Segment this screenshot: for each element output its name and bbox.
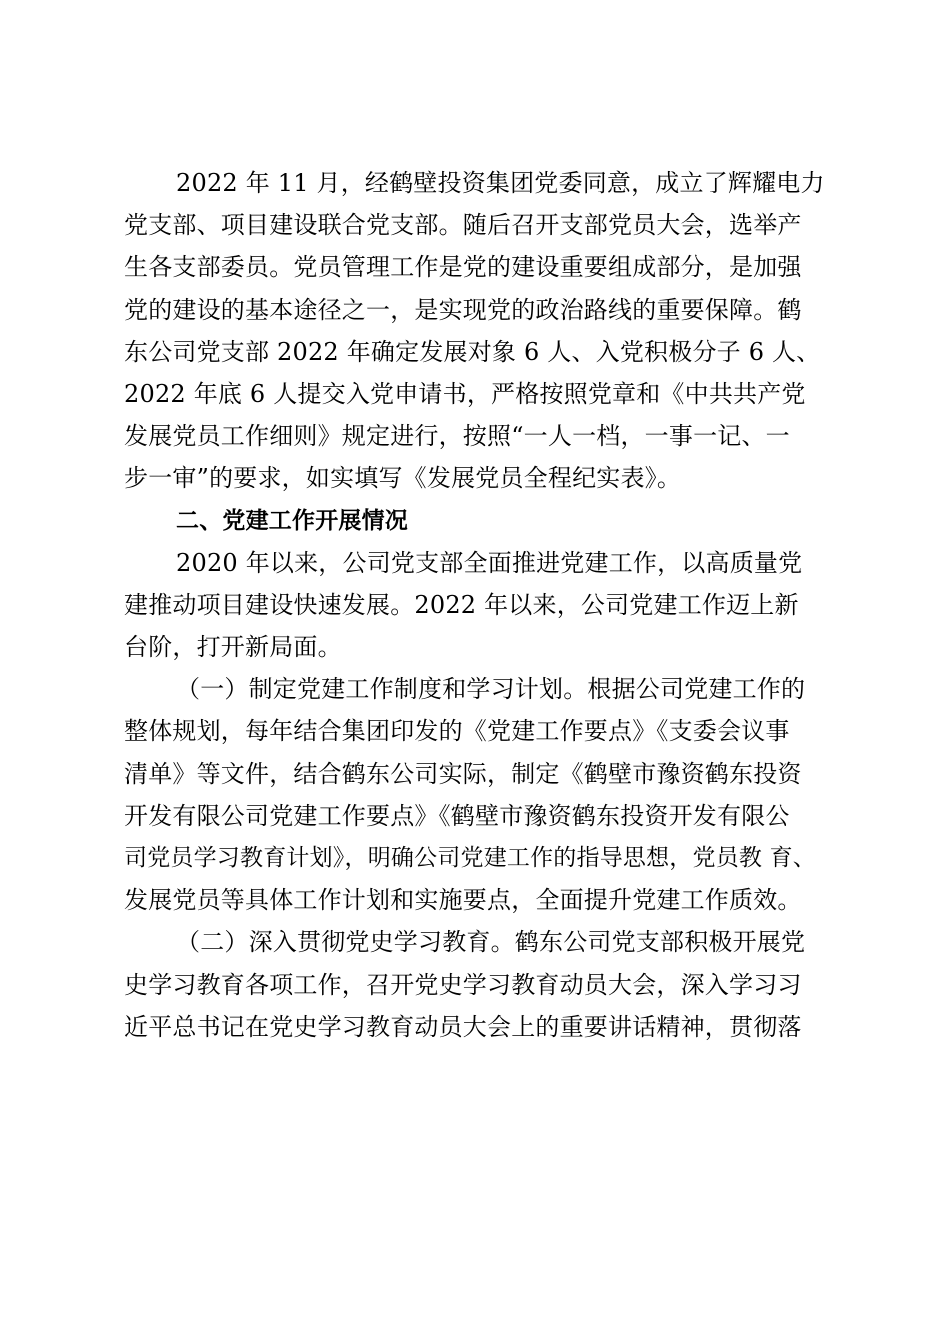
- paragraph-line: 生各支部委员。党员管理工作是党的建设重要组成部分，是加强: [124, 253, 802, 282]
- paragraph-line: 建推动项目建设快速发展。2022 年以来，公司党建工作迈上新: [124, 590, 799, 619]
- paragraph-line: 2022 年底 6 人提交入党申请书，严格按照党章和《中共共产党: [124, 379, 806, 408]
- paragraph-line: 近平总书记在党史学习教育动员大会上的重要讲话精神，贯彻落: [124, 1012, 802, 1041]
- paragraph-line: 台阶，打开新局面。: [124, 633, 342, 662]
- paragraph-line: 清单》等文件，结合鹤东公司实际，制定《鹤壁市豫资鹤东投资: [124, 759, 802, 788]
- paragraph-line: 东公司党支部 2022 年确定发展对象 6 人、入党积极分子 6 人、: [124, 337, 821, 366]
- paragraph-line: 发展党员等具体工作计划和实施要点，全面提升党建工作质效。: [124, 886, 802, 915]
- paragraph-line: 步一审”的要求，如实填写《发展党员全程纪实表》。: [124, 464, 682, 493]
- paragraph-line: （一）制定党建工作制度和学习计划。根据公司党建工作的: [176, 675, 806, 704]
- paragraph-line: 整体规划，每年结合集团印发的《党建工作要点》《支委会议事: [124, 717, 790, 746]
- paragraph-line: 党的建设的基本途径之一，是实现党的政治路线的重要保障。鹤: [124, 295, 802, 324]
- paragraph-line: 发展党员工作细则》规定进行，按照“一人一档，一事一记、一: [124, 422, 790, 451]
- paragraph-line: 开发有限公司党建工作要点》《鹤壁市豫资鹤东投资开发有限公: [124, 801, 790, 830]
- paragraph-line: 党支部、项目建设联合党支部。随后召开支部党员大会，选举产: [124, 211, 802, 240]
- section-heading: 二、党建工作开展情况: [176, 507, 408, 534]
- document-body: [124, 162, 829, 1048]
- paragraph-line: 2022 年 11 月，经鹤壁投资集团党委同意，成立了辉耀电力: [176, 169, 825, 197]
- paragraph-line: 2020 年以来，公司党支部全面推进党建工作，以高质量党: [176, 548, 803, 577]
- paragraph-line: （二）深入贯彻党史学习教育。鹤东公司党支部积极开展党: [176, 928, 806, 957]
- paragraph-line: 司党员学习教育计划》，明确公司党建工作的指导思想，党员教 育、: [124, 845, 817, 871]
- paragraph-line: 史学习教育各项工作，召开党史学习教育动员大会，深入学习习: [124, 970, 802, 999]
